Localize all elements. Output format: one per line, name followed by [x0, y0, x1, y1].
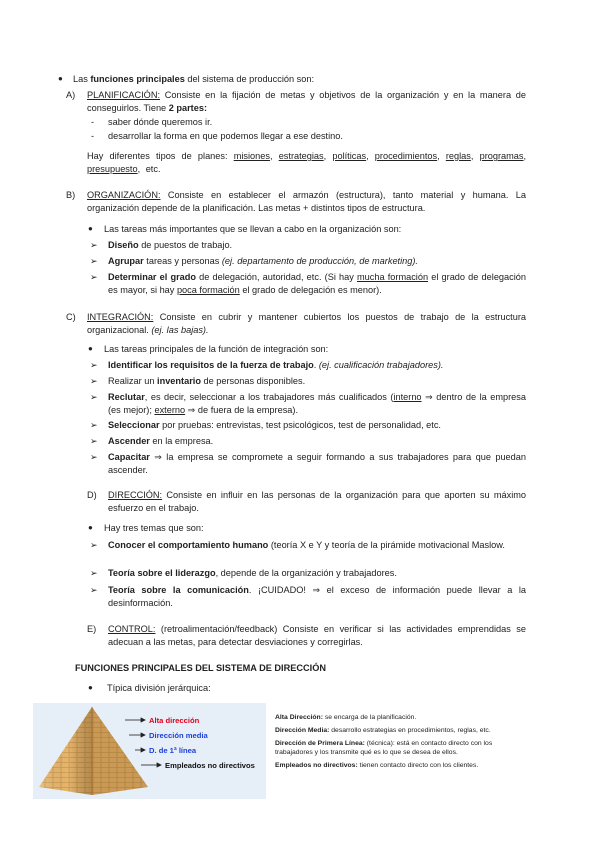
- section-e-title: CONTROL:: [108, 624, 156, 634]
- section-b-letter: B): [66, 190, 76, 200]
- pyramid-figure: [33, 703, 266, 799]
- section-c-title: INTEGRACIÓN:: [87, 312, 154, 322]
- b-item-1: ➢ Diseño de puestos de trabajo.: [90, 240, 233, 250]
- pyramid-label-empleados: Empleados no directivos: [165, 761, 255, 770]
- section-b: [66, 189, 526, 214]
- c-item-1: ➢ Identificar los requisitos de la fuerza de trabajo. (ej. cualificación trabajadores).: [90, 360, 444, 370]
- arrow-icon: ➢: [90, 568, 98, 578]
- section-e: [87, 623, 526, 648]
- direction-heading: FUNCIONES PRINCIPALES DEL SISTEMA DE DIRECCIÓN: [75, 663, 326, 673]
- arrow-icon: ➢: [90, 272, 98, 282]
- section-b-bullet: ● Las tareas más importantes que se llevan a cabo en la organización son:: [88, 224, 402, 234]
- pyramid-label-media: Dirección media: [149, 731, 208, 740]
- section-c-bullet: ● Las tareas principales de la función de integración son:: [88, 344, 329, 354]
- bullet-icon: ●: [88, 224, 93, 233]
- plan-programas: programas: [479, 151, 524, 161]
- legend-media: Dirección Media: desarrollo estrategias en procedimientos, reglas, etc.: [275, 726, 491, 734]
- legend-alta: Alta Dirección: se encarga de la planificación.: [275, 714, 417, 721]
- plan-misiones: misiones: [233, 151, 270, 161]
- d-item-3: ➢ Teoría sobre la comunicación. ¡CUIDADO! ⇒ el exceso de información puede llevar a la desinformación.: [90, 585, 526, 608]
- b-item-2: ➢ Agrupar tareas y personas (ej. departamento de producción, de marketing).: [90, 256, 418, 266]
- section-d-text: Consiste en influir en las personas de la organización para que aporten su máximo esfuerzo en el trabajo.: [108, 490, 526, 513]
- plan-presupuesto: presupuesto: [87, 163, 138, 174]
- arrow-icon: ➢: [90, 585, 98, 595]
- section-c: C) INTEGRACIÓN: Consiste en cubrir y mantener cubiertos los puestos de trabajo de la estructura organizacional. (ej. las bajas).: [66, 312, 526, 335]
- section-a: [66, 89, 526, 114]
- arrow-icon: ➢: [90, 360, 98, 370]
- section-d: [87, 489, 526, 514]
- bullet-icon: ●: [88, 683, 93, 692]
- arrow-icon: ➢: [90, 540, 98, 550]
- plan-procedimientos: procedimientos: [374, 151, 438, 161]
- c-item-2: ➢ Realizar un inventario de personas disponibles.: [90, 376, 306, 386]
- section-a-title: PLANIFICACIÓN:: [87, 90, 161, 100]
- pyramid-label-primera: D. de 1ª línea: [149, 746, 197, 755]
- hierarchy-legend: [275, 713, 531, 774]
- plan-reglas: reglas: [445, 151, 471, 161]
- c-item-5: ➢ Ascender en la empresa.: [90, 436, 214, 446]
- c-item-4: ➢ Seleccionar por pruebas: entrevistas, test psicológicos, test de personalidad, etc.: [90, 420, 441, 430]
- section-b-title: ORGANIZACIÓN:: [87, 190, 161, 200]
- bullet-icon: ●: [58, 74, 63, 83]
- bullet-icon: ●: [88, 523, 93, 532]
- section-e-text: (retroalimentación/feedback) Consiste en verificar si las actividades emprendidas se adecuan a las metas, para detectar desviaciones y corregirlas.: [108, 624, 526, 647]
- section-c-text: Consiste en cubrir y mantener cubiertos los puestos de trabajo de la estructura organizacional.: [87, 312, 526, 335]
- section-d-title: DIRECCIÓN:: [108, 490, 163, 500]
- section-b-text: Consiste en establecer el armazón (estructura), tanto material y humana. La organización depende de la planificación. Las metas + distintos tipos de estructura.: [87, 190, 526, 213]
- arrow-icon: ➢: [90, 436, 98, 446]
- d-item-2: ➢ Teoría sobre el liderazgo, depende de la organización y trabajadores.: [90, 568, 397, 578]
- legend-primera: Dirección de Primera Línea: (técnica): está en contacto directo con los trabajadores y los transmite qué es lo que se desea de ellos.: [275, 739, 493, 757]
- plans-paragraph: Hay diferentes tipos de planes: misiones, estrategias, políticas, procedimientos, reglas, programas, presupuesto, etc.: [87, 151, 527, 174]
- section-a-bold: 2 partes:: [168, 102, 208, 113]
- section-e-letter: E): [87, 624, 97, 634]
- arrow-icon: ➢: [90, 256, 98, 266]
- arrow-icon: ➢: [90, 392, 98, 402]
- section-a-text: Consiste en la fijación de metas y objetivos de la organización y en la manera de conseguirlos. Tiene: [87, 90, 526, 113]
- intro-prefix: Las: [73, 74, 91, 84]
- arrow-icon: ➢: [90, 420, 98, 430]
- legend-empleados: Empleados no directivos: tienen contacto directo con los clientes.: [275, 762, 479, 770]
- pyramid-label-alta: Alta dirección: [149, 716, 200, 725]
- part-item: - saber dónde queremos ir.: [91, 117, 213, 127]
- c-item-3: ➢ Reclutar, es decir, seleccionar a los trabajadores más cualificados (interno ⇒ dentro de la empresa (es mejor); externo ⇒ de fuera de la empresa).: [90, 392, 526, 415]
- d-item-1: ➢ Conocer el comportamiento humano (teoría X e Y y teoría de la pirámide motivacional Maslow.: [90, 540, 505, 550]
- plan-politicas: políticas: [332, 151, 367, 161]
- section-c-letter: C): [66, 312, 76, 322]
- plan-estrategias: estrategias: [278, 151, 324, 161]
- b-item-3: ➢ Determinar el grado de delegación, autoridad, etc. (Si hay mucha formación el grado de delegación es mayor, si hay poca formación el grado de delegación es menor).: [90, 272, 526, 295]
- section-a-parts: [91, 116, 511, 142]
- part-item: - desarrollar la forma en que podemos llegar a ese destino.: [91, 130, 343, 141]
- arrow-icon: ➢: [90, 452, 98, 462]
- section-d-letter: D): [87, 490, 97, 500]
- intro-line: [60, 73, 540, 86]
- section-d-bullet: ● Hay tres temas que son:: [88, 523, 204, 533]
- bullet-icon: ●: [88, 344, 93, 353]
- arrow-icon: ➢: [90, 376, 98, 386]
- section-a-letter: A): [66, 90, 76, 100]
- intro-bold: funciones principales: [90, 74, 185, 84]
- c-item-6: ➢ Capacitar ⇒ la empresa se compromete a seguir formando a sus trabajadores para que puedan ascender.: [90, 452, 526, 475]
- intro-suffix: del sistema de producción son:: [184, 74, 315, 84]
- arrow-icon: ➢: [90, 240, 98, 250]
- direction-bullet: ● Típica división jerárquica:: [88, 683, 211, 693]
